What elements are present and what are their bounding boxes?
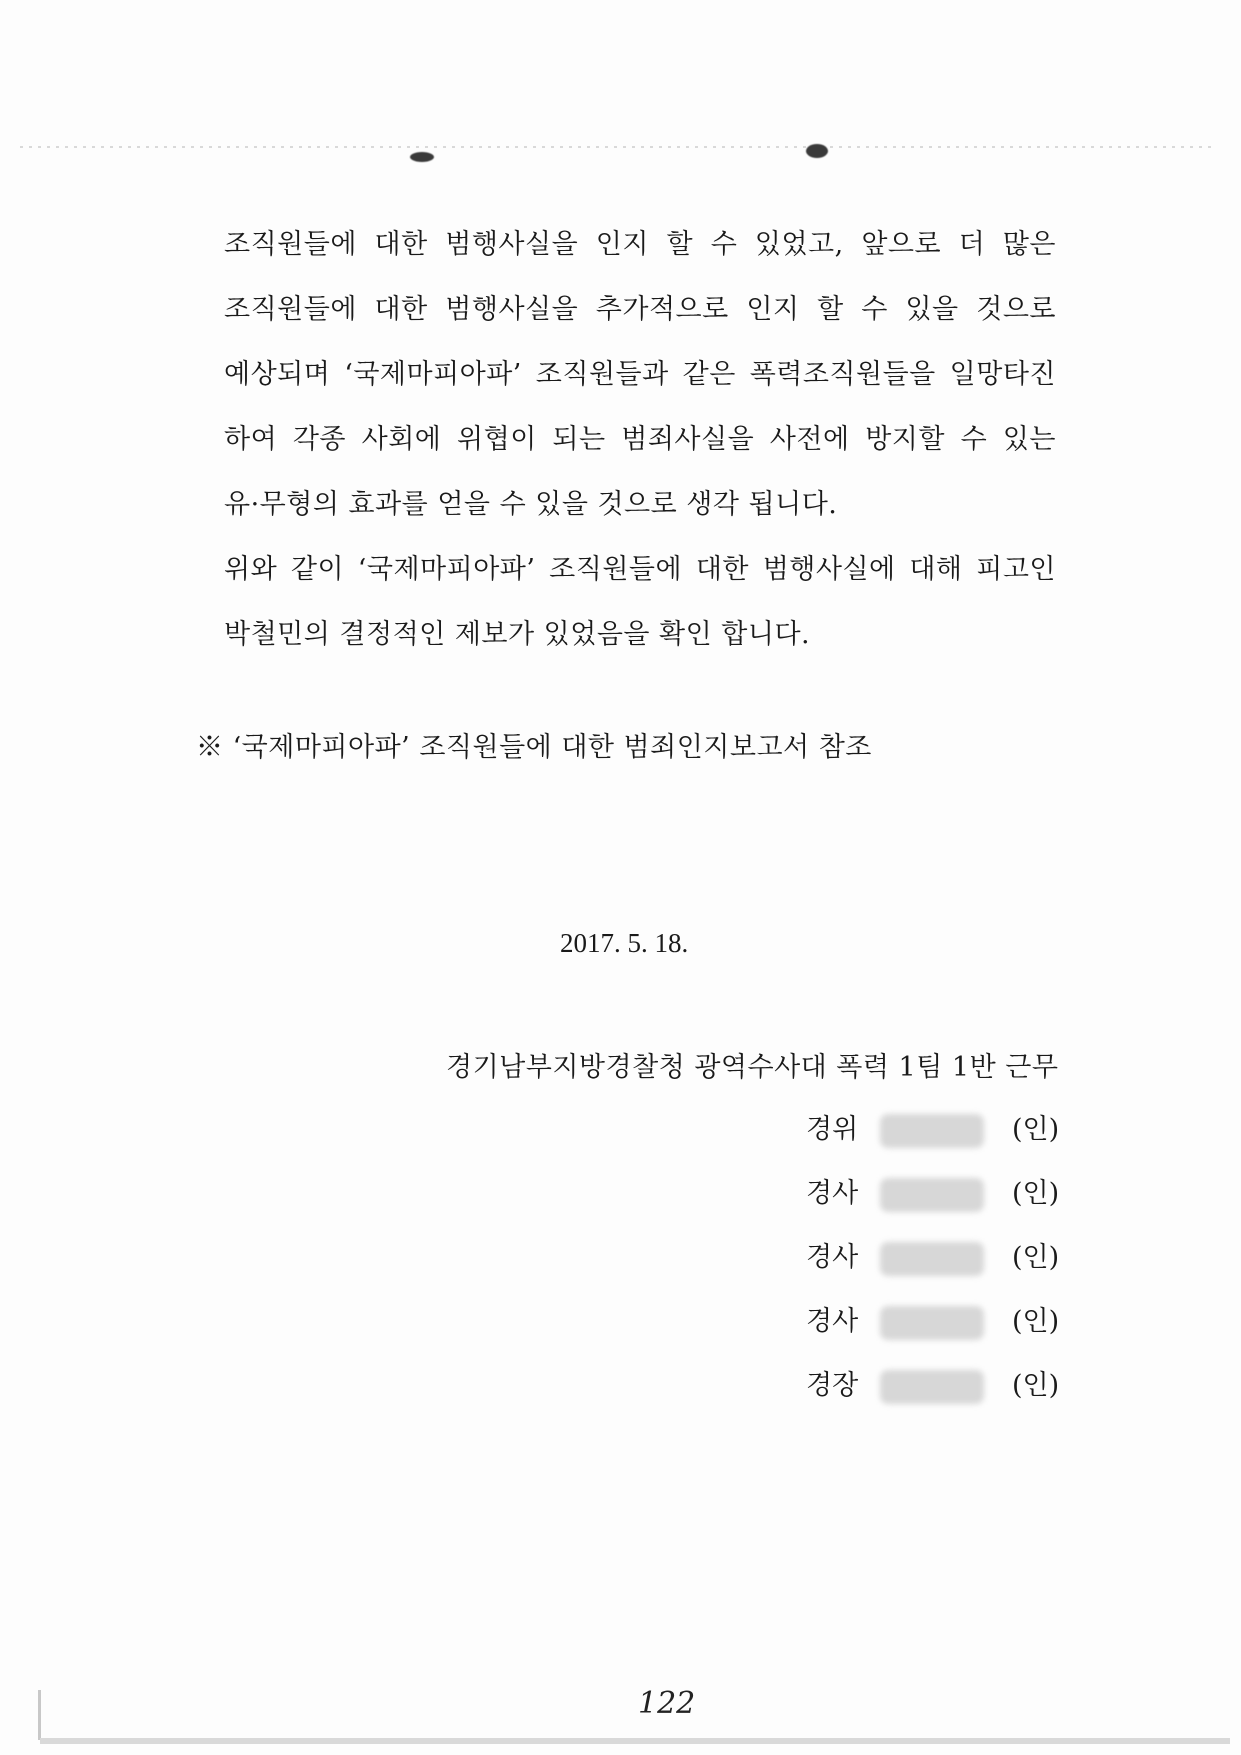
signer-row [806, 1238, 1066, 1302]
scan-edge [40, 1738, 1230, 1744]
body-line: 유·무형의 효과를 얻을 수 있을 것으로 생각 됩니다. [224, 489, 838, 520]
scan-edge [38, 1690, 41, 1740]
seal-mark: (인) [1012, 1370, 1060, 1401]
signer-rank: 경사 [806, 1242, 859, 1273]
reference-note: ※ ‘국제마피아파’ 조직원들에 대한 범죄인지보고서 참조 [196, 732, 872, 763]
signer-rank: 경사 [806, 1178, 859, 1209]
seal-mark: (인) [1012, 1114, 1060, 1145]
scan-smudge [410, 152, 434, 162]
body-line: 예상되며 ‘국제마피아파’ 조직원들과 같은 폭력조직원들을 일망타진 [224, 359, 1056, 390]
body-line: 조직원들에 대한 범행사실을 인지 할 수 있었고, 앞으로 더 많은 [224, 229, 1056, 260]
signer-row [806, 1366, 1066, 1430]
redacted-name [880, 1114, 984, 1148]
body-line: 위와 같이 ‘국제마피아파’ 조직원들에 대한 범행사실에 대해 피고인 [224, 554, 1056, 585]
seal-mark: (인) [1012, 1306, 1060, 1337]
body-line: 조직원들에 대한 범행사실을 추가적으로 인지 할 수 있을 것으로 [224, 294, 1056, 325]
signer-row [806, 1174, 1066, 1238]
signer-rank: 경위 [806, 1114, 859, 1145]
signer-row [806, 1302, 1066, 1366]
document-date: 2017. 5. 18. [560, 928, 689, 958]
handwritten-page-number: 122 [638, 1686, 696, 1721]
scan-artifact-line [20, 146, 1215, 148]
signer-rank: 경사 [806, 1306, 859, 1337]
body-line: 박철민의 결정적인 제보가 있었음을 확인 합니다. [224, 619, 811, 650]
redacted-name [880, 1242, 984, 1276]
signer-list [806, 1110, 1066, 1430]
signer-rank: 경장 [806, 1370, 859, 1401]
redacted-name [880, 1306, 984, 1340]
seal-mark: (인) [1012, 1178, 1060, 1209]
signer-row [806, 1110, 1066, 1174]
seal-mark: (인) [1012, 1242, 1060, 1273]
organization-line: 경기남부지방경찰청 광역수사대 폭력 1팀 1반 근무 [446, 1052, 1059, 1083]
body-line: 하여 각종 사회에 위협이 되는 범죄사실을 사전에 방지할 수 있는 [224, 424, 1056, 455]
body-paragraph [224, 212, 1056, 667]
scan-smudge [806, 144, 828, 158]
redacted-name [880, 1178, 984, 1212]
redacted-name [880, 1370, 984, 1404]
